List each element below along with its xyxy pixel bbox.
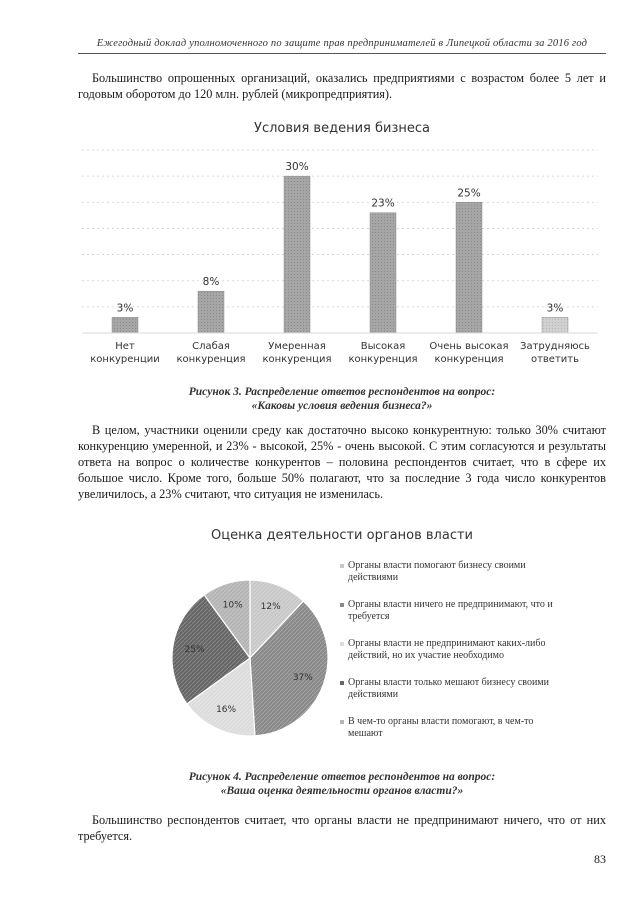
figure3-caption-line1: Рисунок 3. Распределение ответов респондентов на вопрос: [188, 386, 496, 398]
legend-item [340, 638, 560, 662]
bar-value-label: 25% [457, 187, 481, 200]
pie-value-label: 37% [292, 673, 313, 684]
bar-chart-title: Условия ведения бизнеса [254, 121, 430, 136]
running-header: Ежегодный доклад уполномоченного по защите прав предпринимателей в Липецкой области за 2016 год [96, 38, 588, 49]
bar-3 [370, 213, 396, 333]
category-label: Умеренная [268, 341, 326, 352]
category-label: конкуренция [348, 354, 418, 365]
bar-chart [0, 130, 640, 380]
paragraph-competition: В целом, участники оценили среду как достаточно высоко конкурентную: только 30% считают конкуренцию умеренной, и 23% - высокой, 25% - очень высокой. С этим согласуются и результаты ответа на вопрос о количестве конкурентов – половина респондентов считает, что в сфере их большое число. Кроме того, больше 50% полагают, что за последние 3 года число конкурентов увеличилось, а 23% считают, что ситуация не изменилась. [78, 423, 606, 501]
category-label: Слабая [192, 341, 230, 352]
paragraph-conclusion: Большинство респондентов считает, что органы власти не предпринимают ничего, что от них требуется. [78, 813, 606, 843]
pie-legend [340, 560, 560, 755]
legend-item [340, 599, 560, 623]
legend-item [340, 716, 560, 740]
bar-0 [112, 317, 138, 333]
pie-chart [160, 568, 340, 748]
bar-value-label: 30% [285, 161, 309, 174]
bar-1 [198, 291, 224, 333]
page-number: 83 [594, 852, 606, 866]
category-label: Высокая [360, 341, 406, 352]
category-label: конкуренция [262, 354, 332, 365]
bar-value-label: 23% [371, 197, 395, 210]
figure4-caption-line2: «Ваша оценка деятельности органов власти?» [220, 785, 464, 797]
pie-value-label: 12% [260, 601, 281, 612]
legend-label: В чем-то органы власти помогают, в чем-то мешают [348, 716, 534, 739]
legend-swatch [340, 642, 344, 646]
legend-swatch [340, 564, 344, 568]
legend-label: Органы власти помогают бизнесу своими действиями [348, 560, 526, 583]
category-label: ответить [530, 354, 580, 365]
bar-gridlines [82, 150, 598, 307]
legend-swatch [340, 681, 344, 685]
figure3-caption [78, 385, 606, 413]
category-label: Очень высокая [429, 341, 509, 352]
pie-value-label: 16% [216, 704, 237, 715]
category-label: Затрудняюсь [520, 341, 590, 352]
figure4-caption-line1: Рисунок 4. Распределение ответов респондентов на вопрос: [188, 771, 496, 783]
legend-label: Органы власти ничего не предпринимают, что и требуется [348, 599, 553, 622]
category-label: конкуренция [434, 354, 504, 365]
legend-label: Органы власти не предпринимают каких-либо действий, но их участие необходимо [348, 638, 546, 661]
paragraph-intro: Большинство опрошенных организаций, оказались предприятиями с возрастом более 5 лет и годовым оборотом до 120 млн. рублей (микропредприятия). [78, 71, 606, 101]
pie-value-label: 25% [184, 645, 205, 656]
bar-5 [542, 317, 568, 333]
legend-swatch [340, 603, 344, 607]
legend-item [340, 677, 560, 701]
bar-value-label: 8% [202, 276, 220, 289]
bar-value-label: 3% [546, 302, 564, 315]
figure3-caption-line2: «Каковы условия ведения бизнеса?» [251, 400, 433, 412]
legend-label: Органы власти только мешают бизнесу своими действиями [348, 677, 549, 700]
figure4-caption [78, 770, 606, 798]
pie-value-label: 10% [222, 600, 243, 611]
category-label: Нет [115, 341, 135, 352]
category-label: конкуренция [176, 354, 246, 365]
header-rule [78, 53, 606, 54]
legend-swatch [340, 720, 344, 724]
bar-value-label: 3% [116, 302, 134, 315]
pie-chart-title: Оценка деятельности органов власти [211, 528, 473, 543]
bar-4 [456, 202, 482, 333]
legend-item [340, 560, 560, 584]
bar-2 [284, 176, 310, 333]
category-label: конкуренции [90, 354, 160, 365]
